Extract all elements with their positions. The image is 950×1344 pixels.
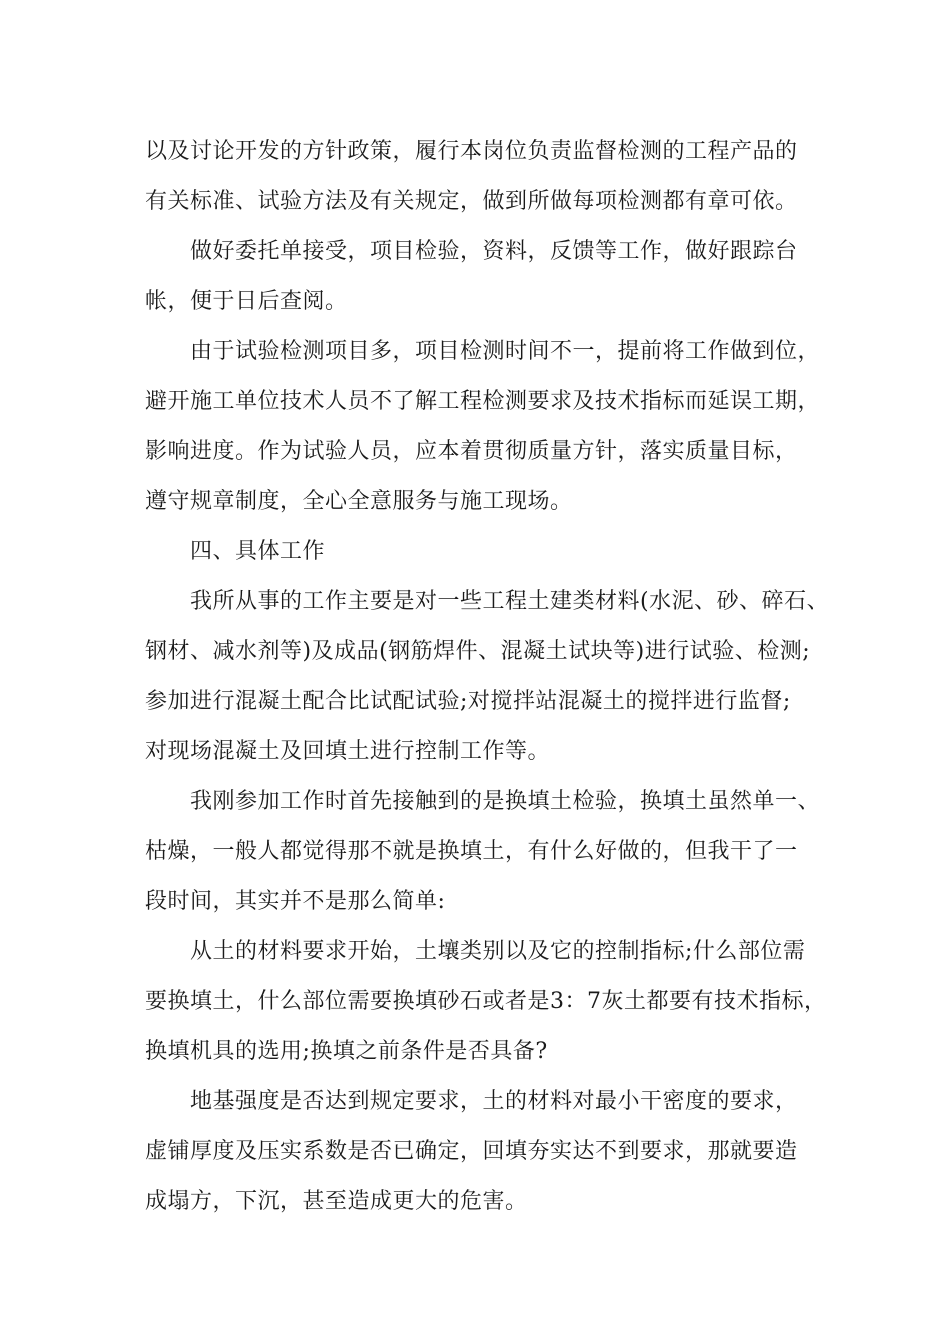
- text-line: 虚铺厚度及压实系数是否已确定，回填夯实达不到要求，那就要造: [145, 1139, 798, 1164]
- text-line: 对现场混凝土及回填土进行控制工作等。: [145, 739, 551, 764]
- text-line: 换填机具的选用;换填之前条件是否具备?: [145, 1039, 548, 1064]
- text-line: 段时间，其实并不是那么简单:: [145, 889, 446, 914]
- text-line: 避开施工单位技术人员不了解工程检测要求及技术指标而延误工期，: [145, 389, 821, 414]
- text-line: 有关标准、试验方法及有关规定，做到所做每项检测都有章可依。: [145, 189, 798, 214]
- text-line: 钢材、减水剂等)及成品(钢筋焊件、混凝土试块等)进行试验、检测;: [145, 639, 811, 664]
- paragraph-start-line: 地基强度是否达到规定要求，土的材料对最小干密度的要求，: [190, 1089, 798, 1114]
- paragraph-start-line: 从土的材料要求开始，土壤类别以及它的控制指标;什么部位需: [190, 939, 806, 964]
- text-line: 枯燥，一般人都觉得那不就是换填土，有什么好做的，但我干了一: [145, 839, 798, 864]
- text-line: 遵守规章制度，全心全意服务与施工现场。: [145, 489, 573, 514]
- text-line: 要换填土，什么部位需要换填砂石或者是3：7灰土都要有技术指标，: [145, 989, 827, 1014]
- paragraph-start-line: 我所从事的工作主要是对一些工程土建类材料(水泥、砂、碎石、: [190, 589, 830, 614]
- text-line: 影响进度。作为试验人员，应本着贯彻质量方针，落实质量目标，: [145, 439, 798, 464]
- paragraph-start-line: 做好委托单接受，项目检验，资料，反馈等工作，做好跟踪台: [190, 239, 798, 264]
- paragraph-start-line: 由于试验检测项目多，项目检测时间不一，提前将工作做到位，: [190, 339, 821, 364]
- section-heading: 四、具体工作: [190, 539, 326, 564]
- text-line: 参加进行混凝土配合比试配试验;对搅拌站混凝土的搅拌进行监督;: [145, 689, 791, 714]
- text-line: 以及讨论开发的方针政策，履行本岗位负责监督检测的工程产品的: [145, 139, 798, 164]
- text-line: 成塌方，下沉，甚至造成更大的危害。: [145, 1189, 528, 1214]
- text-line: 帐，便于日后查阅。: [145, 289, 348, 314]
- paragraph-start-line: 我刚参加工作时首先接触到的是换填土检验，换填土虽然单一、: [190, 789, 821, 814]
